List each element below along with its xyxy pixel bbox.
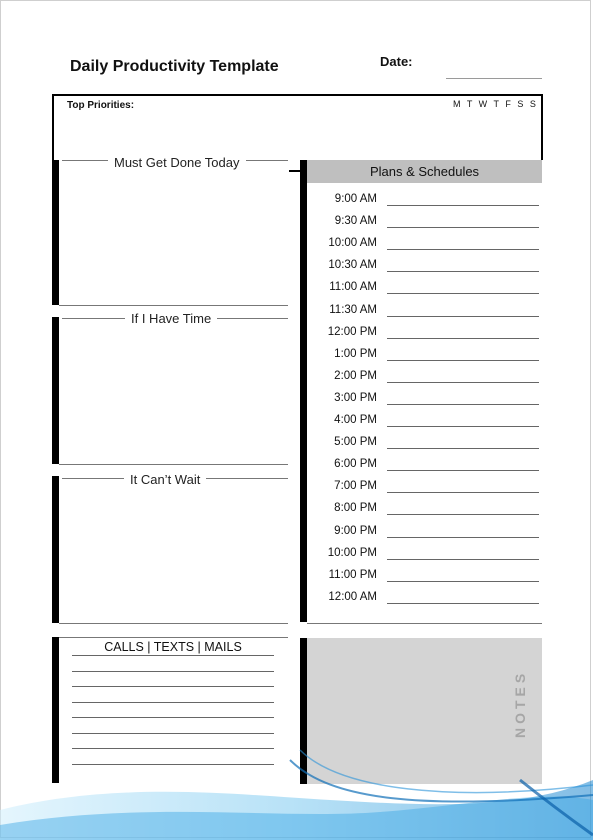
slot-entry-line[interactable]	[387, 559, 539, 560]
slot-entry-line[interactable]	[387, 581, 539, 582]
must-get-done-title: Must Get Done Today	[108, 155, 246, 170]
cant-wait-area[interactable]	[59, 488, 288, 623]
schedule-slot[interactable]	[307, 392, 542, 414]
slot-time: 12:00 PM	[327, 325, 377, 338]
date-label: Date:	[380, 54, 413, 69]
schedule-slot[interactable]	[307, 215, 542, 237]
slot-entry-line[interactable]	[387, 537, 539, 538]
slot-time: 9:30 AM	[334, 215, 377, 228]
schedule-slot[interactable]	[307, 193, 542, 215]
date-field-line[interactable]	[446, 78, 542, 79]
calls-entry-line[interactable]	[72, 702, 274, 703]
cant-wait-title: It Can’t Wait	[124, 472, 206, 487]
slot-time: 5:00 PM	[334, 436, 377, 449]
schedule-slot[interactable]	[307, 436, 542, 458]
schedule-slot[interactable]	[307, 569, 542, 591]
calls-entry-line[interactable]	[72, 733, 274, 734]
schedule-slot[interactable]	[307, 281, 542, 303]
slot-entry-line[interactable]	[387, 338, 539, 339]
slot-entry-line[interactable]	[387, 293, 539, 294]
weekday-selector[interactable]: M T W T F S S	[453, 99, 538, 109]
if-have-time-bottom-line	[59, 464, 288, 465]
schedule-slot[interactable]	[307, 326, 542, 348]
slot-time: 2:00 PM	[334, 369, 377, 382]
top-priorities-label: Top Priorities:	[67, 100, 135, 111]
schedule-slot[interactable]	[307, 525, 542, 547]
slot-time: 11:00 PM	[328, 568, 377, 581]
slot-time: 3:00 PM	[334, 391, 377, 404]
slot-entry-line[interactable]	[387, 360, 539, 361]
slot-time: 8:00 PM	[334, 502, 377, 515]
schedule-slot[interactable]	[307, 259, 542, 281]
slot-entry-line[interactable]	[387, 205, 539, 206]
must-get-done-bar	[52, 160, 59, 305]
schedule-slot[interactable]	[307, 414, 542, 436]
slot-time: 11:30 AM	[329, 303, 377, 316]
slot-entry-line[interactable]	[387, 426, 539, 427]
slot-time: 1:00 PM	[334, 347, 377, 360]
slot-entry-line[interactable]	[387, 382, 539, 383]
decorative-wave	[0, 740, 593, 840]
schedule-slot[interactable]	[307, 304, 542, 326]
plans-header: Plans & Schedules	[307, 160, 542, 183]
slot-time: 4:00 PM	[334, 414, 377, 426]
cant-wait-bar	[52, 476, 59, 623]
schedule-slot[interactable]	[307, 547, 542, 569]
slot-time: 11:00 AM	[329, 281, 377, 294]
calls-entry-line[interactable]	[72, 671, 274, 672]
if-have-time-title: If I Have Time	[125, 311, 217, 326]
if-have-time-bar	[52, 317, 59, 464]
calls-entry-line[interactable]	[72, 717, 274, 718]
if-have-time-area[interactable]	[59, 328, 288, 464]
slot-entry-line[interactable]	[387, 404, 539, 405]
schedule-slot[interactable]	[307, 502, 542, 524]
slot-entry-line[interactable]	[387, 448, 539, 449]
schedule-slot[interactable]	[307, 370, 542, 392]
must-get-done-area[interactable]	[59, 170, 288, 305]
calls-title: CALLS | TEXTS | MAILS	[104, 640, 242, 654]
page-title: Daily Productivity Template	[70, 58, 279, 75]
slot-time: 10:30 AM	[328, 259, 377, 272]
slot-time: 9:00 AM	[334, 193, 377, 205]
calls-entry-line[interactable]	[72, 655, 274, 656]
must-get-done-bottom-line	[59, 305, 288, 306]
slot-entry-line[interactable]	[387, 271, 539, 272]
slot-entry-line[interactable]	[387, 227, 539, 228]
slot-entry-line[interactable]	[387, 470, 539, 471]
slot-time: 9:00 PM	[334, 524, 377, 537]
slot-entry-line[interactable]	[387, 316, 539, 317]
slot-entry-line[interactable]	[387, 249, 539, 250]
slot-time: 6:00 PM	[334, 458, 377, 471]
calls-top-line	[59, 637, 288, 638]
schedule-slot[interactable]	[307, 480, 542, 502]
schedule-slot[interactable]	[307, 348, 542, 370]
slot-entry-line[interactable]	[387, 492, 539, 493]
notes-label: NOTES	[512, 669, 528, 738]
plans-bottom-line	[307, 623, 542, 624]
schedule-slot[interactable]	[307, 458, 542, 480]
schedule-slot[interactable]	[307, 591, 542, 613]
cant-wait-bottom-line	[59, 623, 288, 624]
slot-time: 10:00 AM	[328, 237, 377, 250]
slot-time: 7:00 PM	[334, 480, 377, 493]
slot-time: 10:00 PM	[327, 546, 377, 559]
slot-time: 12:00 AM	[328, 590, 377, 603]
calls-entry-line[interactable]	[72, 686, 274, 687]
slot-entry-line[interactable]	[387, 603, 539, 604]
schedule-slot[interactable]	[307, 237, 542, 259]
plans-bar	[300, 160, 307, 622]
slot-entry-line[interactable]	[387, 514, 539, 515]
